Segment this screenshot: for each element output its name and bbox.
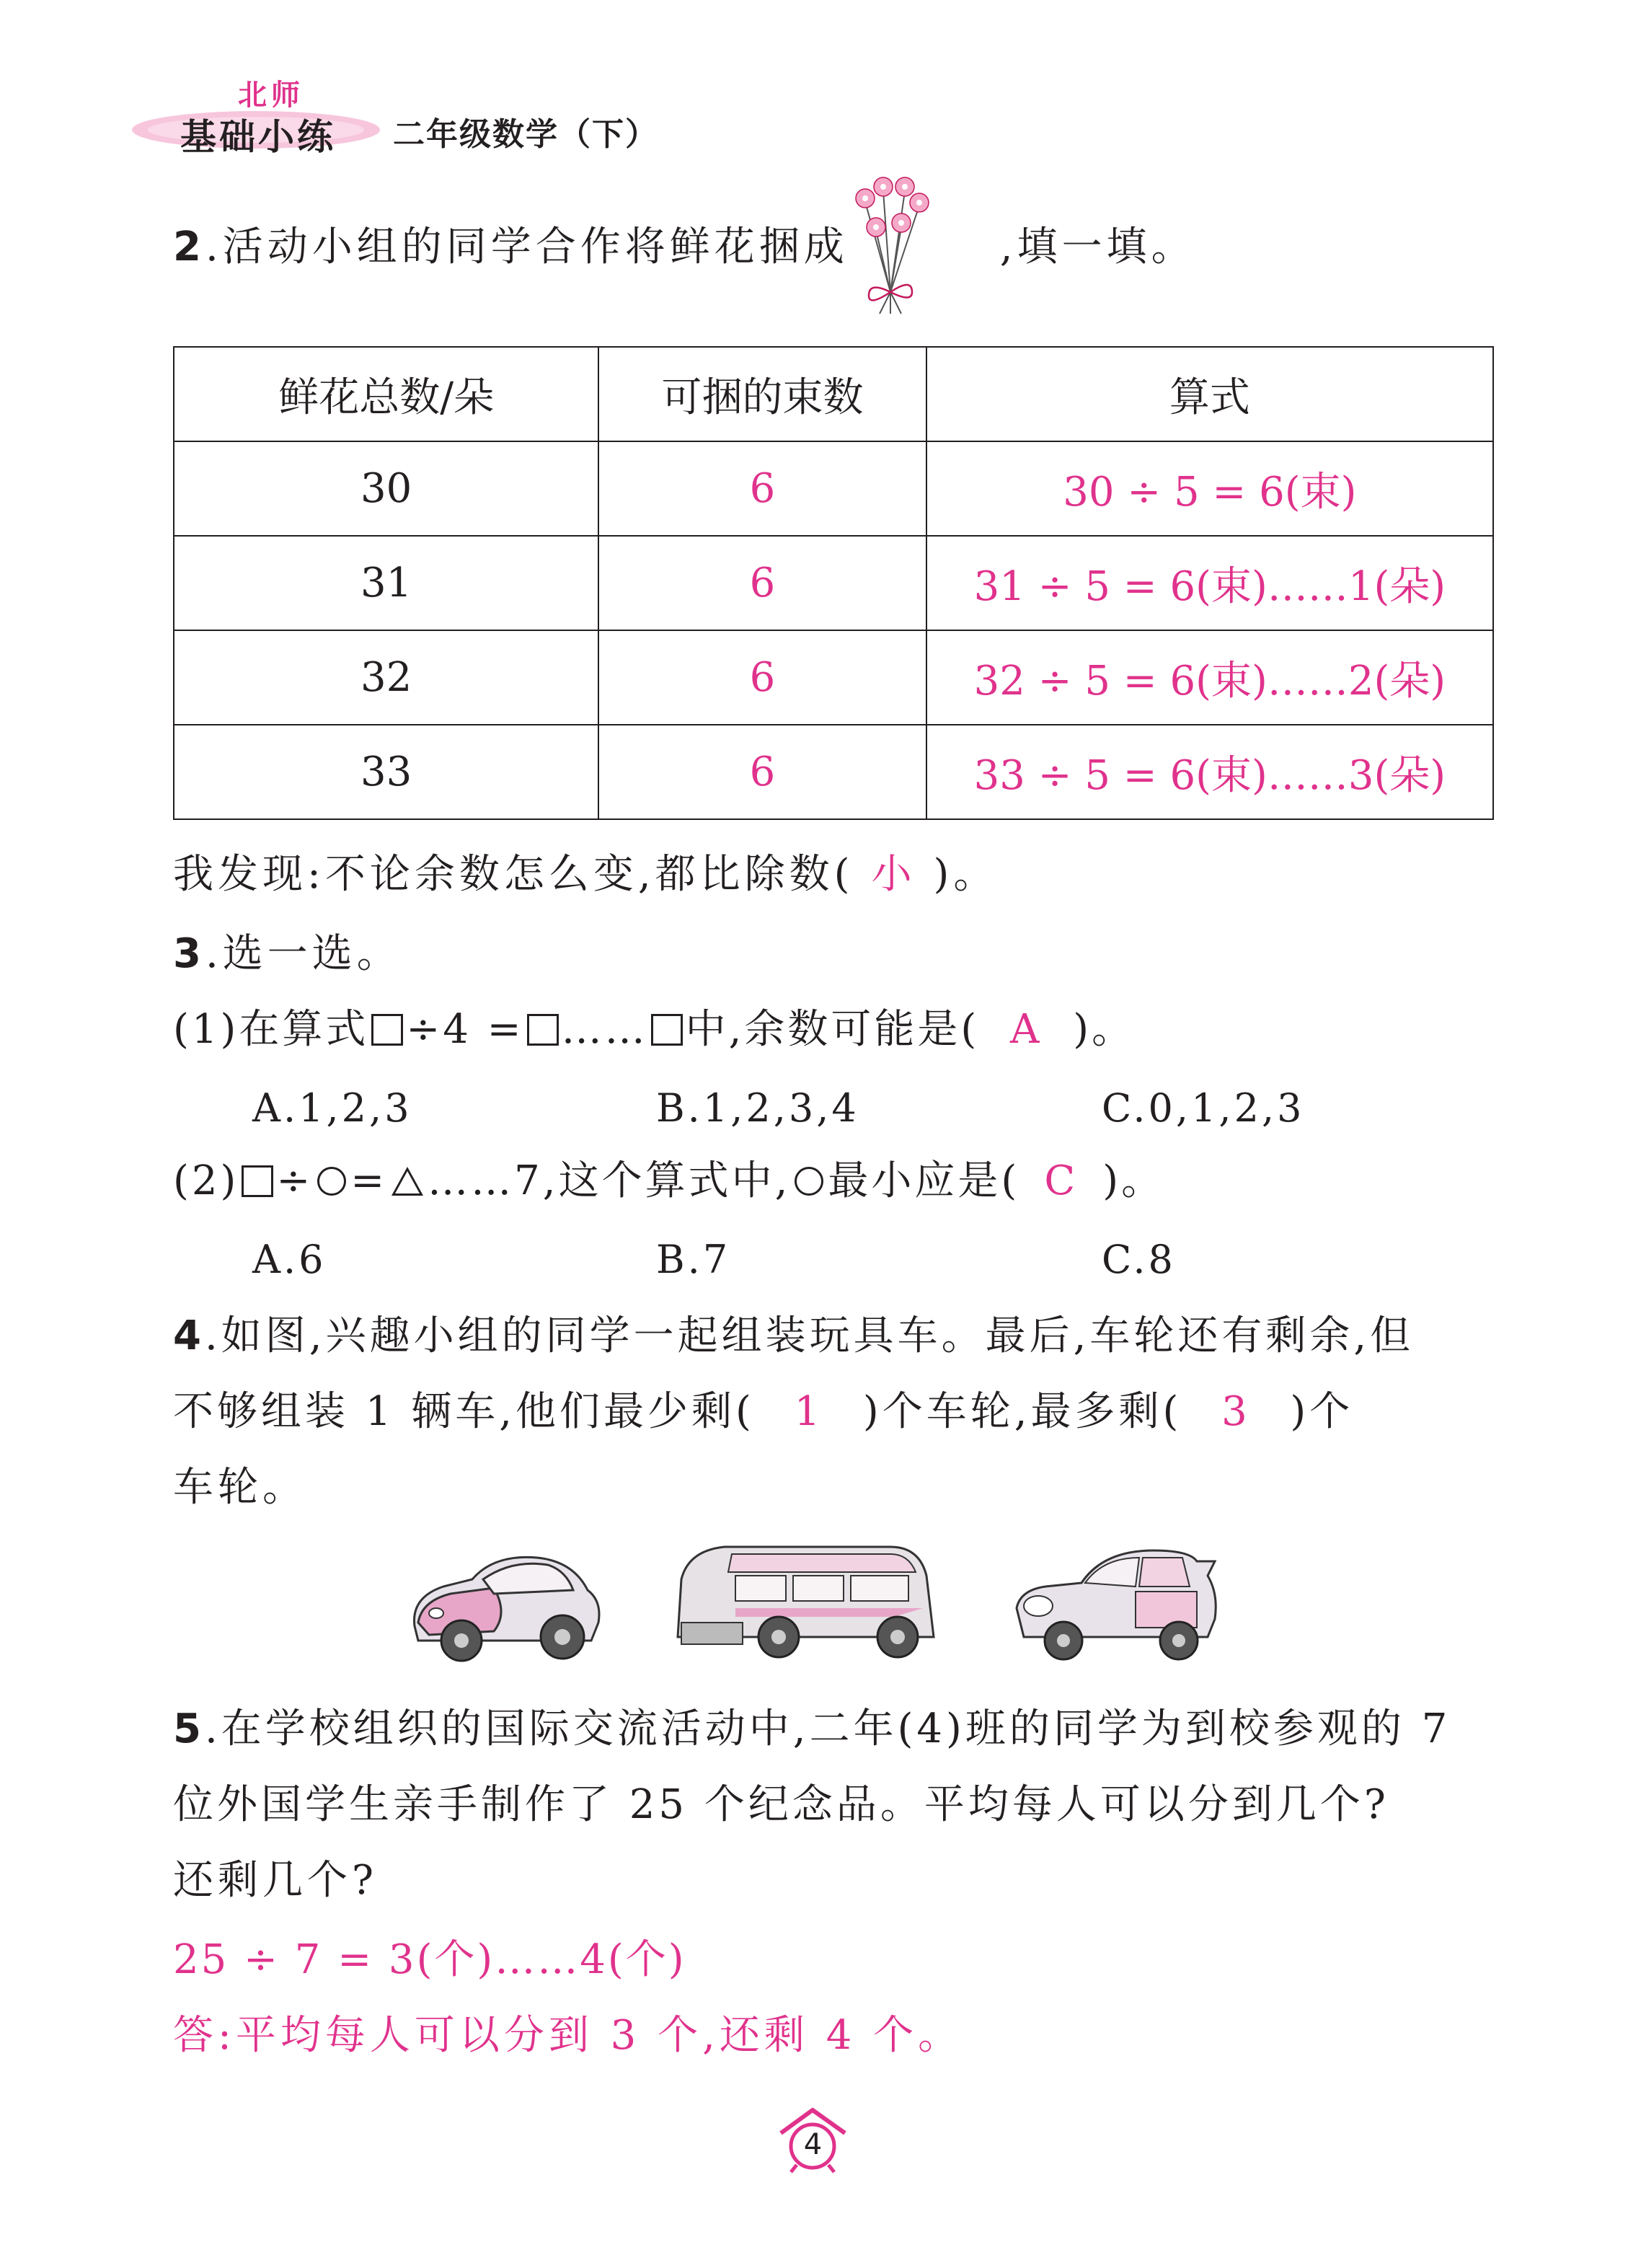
q3-title-text: .选一选。 [205, 930, 402, 977]
q3-p2-suffix: )。 [1102, 1157, 1165, 1204]
circle-icon [317, 1167, 346, 1196]
header-series: 基础小练 [180, 116, 336, 158]
q4-line2-c: )个 [1290, 1388, 1354, 1435]
q3-number: 3 [173, 930, 205, 977]
circle-icon [795, 1167, 823, 1196]
q3-p2-option-a: A.6 [252, 1237, 327, 1282]
q3-p2-answer: C [1044, 1157, 1079, 1204]
triangle-icon [391, 1167, 423, 1196]
table-row [174, 630, 1493, 725]
q3-part1 [173, 1006, 1136, 1053]
header-bundles: 可捆的束数 [598, 347, 926, 441]
toy-van-icon [667, 1536, 944, 1666]
q3-title [173, 930, 402, 977]
header-book-title: 二年级数学（下） [393, 116, 658, 153]
q2-number: 2 [173, 224, 205, 270]
cell-total: 31 [174, 536, 598, 630]
empty-box-icon [242, 1165, 273, 1197]
q5-line3: 还剩几个? [173, 1857, 379, 1904]
table-row [174, 725, 1493, 819]
q3-p1-question: 中,余数可能是( [685, 1006, 980, 1053]
table-header-row [174, 347, 1493, 441]
header-publisher: 北师 [238, 79, 304, 112]
q5-answer-text: 答:平均每人可以分到 3 个,还剩 4 个。 [173, 2012, 963, 2059]
q4-line2-a: 不够组装 1 辆车,他们最少剩( [173, 1388, 755, 1435]
q2-text-after: ,填一填。 [999, 224, 1196, 270]
q3-p2-prefix: (2) [173, 1157, 239, 1204]
table-row [174, 536, 1493, 630]
cell-formula: 31 ÷ 5 = 6(束)……1(朵) [926, 536, 1493, 630]
q3-p1-prefix: (1)在算式 [173, 1006, 369, 1053]
q4-answer-min: 1 [794, 1388, 824, 1435]
q4-line1 [173, 1312, 1415, 1359]
q3-p2-equals: = [350, 1157, 388, 1204]
q2-prompt [173, 224, 1196, 270]
q2-finding [173, 851, 999, 898]
cell-formula: 33 ÷ 5 = 6(束)……3(朵) [926, 725, 1493, 819]
cell-total: 32 [174, 630, 598, 725]
q5-line1 [173, 1706, 1451, 1752]
q2-finding-prefix: 我发现:不论余数怎么变,都比除数( [173, 851, 854, 898]
cell-bundles: 6 [598, 536, 926, 630]
q2-text-before: .活动小组的同学合作将鲜花捆成 [205, 224, 849, 270]
q4-number: 4 [173, 1312, 205, 1359]
empty-box-icon [651, 1014, 683, 1046]
q3-p1-divisor: ÷4 = [406, 1006, 524, 1053]
cell-formula: 32 ÷ 5 = 6(束)……2(朵) [926, 630, 1493, 725]
q3-p1-ellipsis: …… [561, 1006, 648, 1053]
q3-p1-suffix: )。 [1073, 1006, 1136, 1053]
table-row [174, 441, 1493, 536]
q3-p1-option-b: B.1,2,3,4 [656, 1085, 859, 1131]
q3-p2-option-c: C.8 [1102, 1237, 1176, 1282]
flower-table [173, 346, 1494, 820]
cell-formula: 30 ÷ 5 = 6(束) [926, 441, 1493, 536]
toy-car-icon [400, 1547, 609, 1666]
q3-p1-option-a: A.1,2,3 [252, 1085, 412, 1131]
toy-hatchback-icon [1006, 1540, 1222, 1666]
cell-total: 30 [174, 441, 598, 536]
q5-answer-formula: 25 ÷ 7 = 3(个)……4(个) [173, 1936, 686, 1983]
empty-box-icon [371, 1014, 403, 1046]
q4-answer-max: 3 [1221, 1388, 1251, 1435]
q3-p1-option-c: C.0,1,2,3 [1102, 1085, 1305, 1131]
q2-finding-suffix: )。 [933, 851, 999, 898]
header-formula: 算式 [926, 347, 1493, 441]
q4-line3: 车轮。 [173, 1464, 307, 1511]
q4-line1-text: .如图,兴趣小组的同学一起组装玩具车。最后,车轮还有剩余,但 [204, 1312, 1415, 1359]
q2-finding-answer: 小 [871, 851, 916, 898]
cell-bundles: 6 [598, 725, 926, 819]
q5-line1-text: .在学校组织的国际交流活动中,二年(4)班的同学为到校参观的 7 [204, 1706, 1451, 1752]
cell-total: 33 [174, 725, 598, 819]
q3-p2-option-b: B.7 [656, 1237, 731, 1282]
flower-bouquet-icon [844, 169, 937, 321]
cell-bundles: 6 [598, 441, 926, 536]
q3-p1-answer: A [1010, 1006, 1043, 1053]
q4-line2 [173, 1388, 1354, 1435]
page-number: 4 [803, 2128, 823, 2161]
header-total: 鲜花总数/朵 [174, 347, 598, 441]
cell-bundles: 6 [598, 630, 926, 725]
q4-line2-b: )个车轮,最多剩( [862, 1388, 1182, 1435]
empty-box-icon [527, 1014, 559, 1046]
q5-line2: 位外国学生亲手制作了 25 个纪念品。平均每人可以分到几个? [173, 1781, 1389, 1828]
q3-p2-question: ……7,这个算式中, [428, 1157, 791, 1204]
q3-p2-divide: ÷ [276, 1157, 314, 1204]
q5-number: 5 [173, 1706, 205, 1752]
q3-part2 [173, 1157, 1165, 1204]
q3-p2-question-end: 最小应是( [828, 1157, 1020, 1204]
header-logo [130, 72, 382, 158]
